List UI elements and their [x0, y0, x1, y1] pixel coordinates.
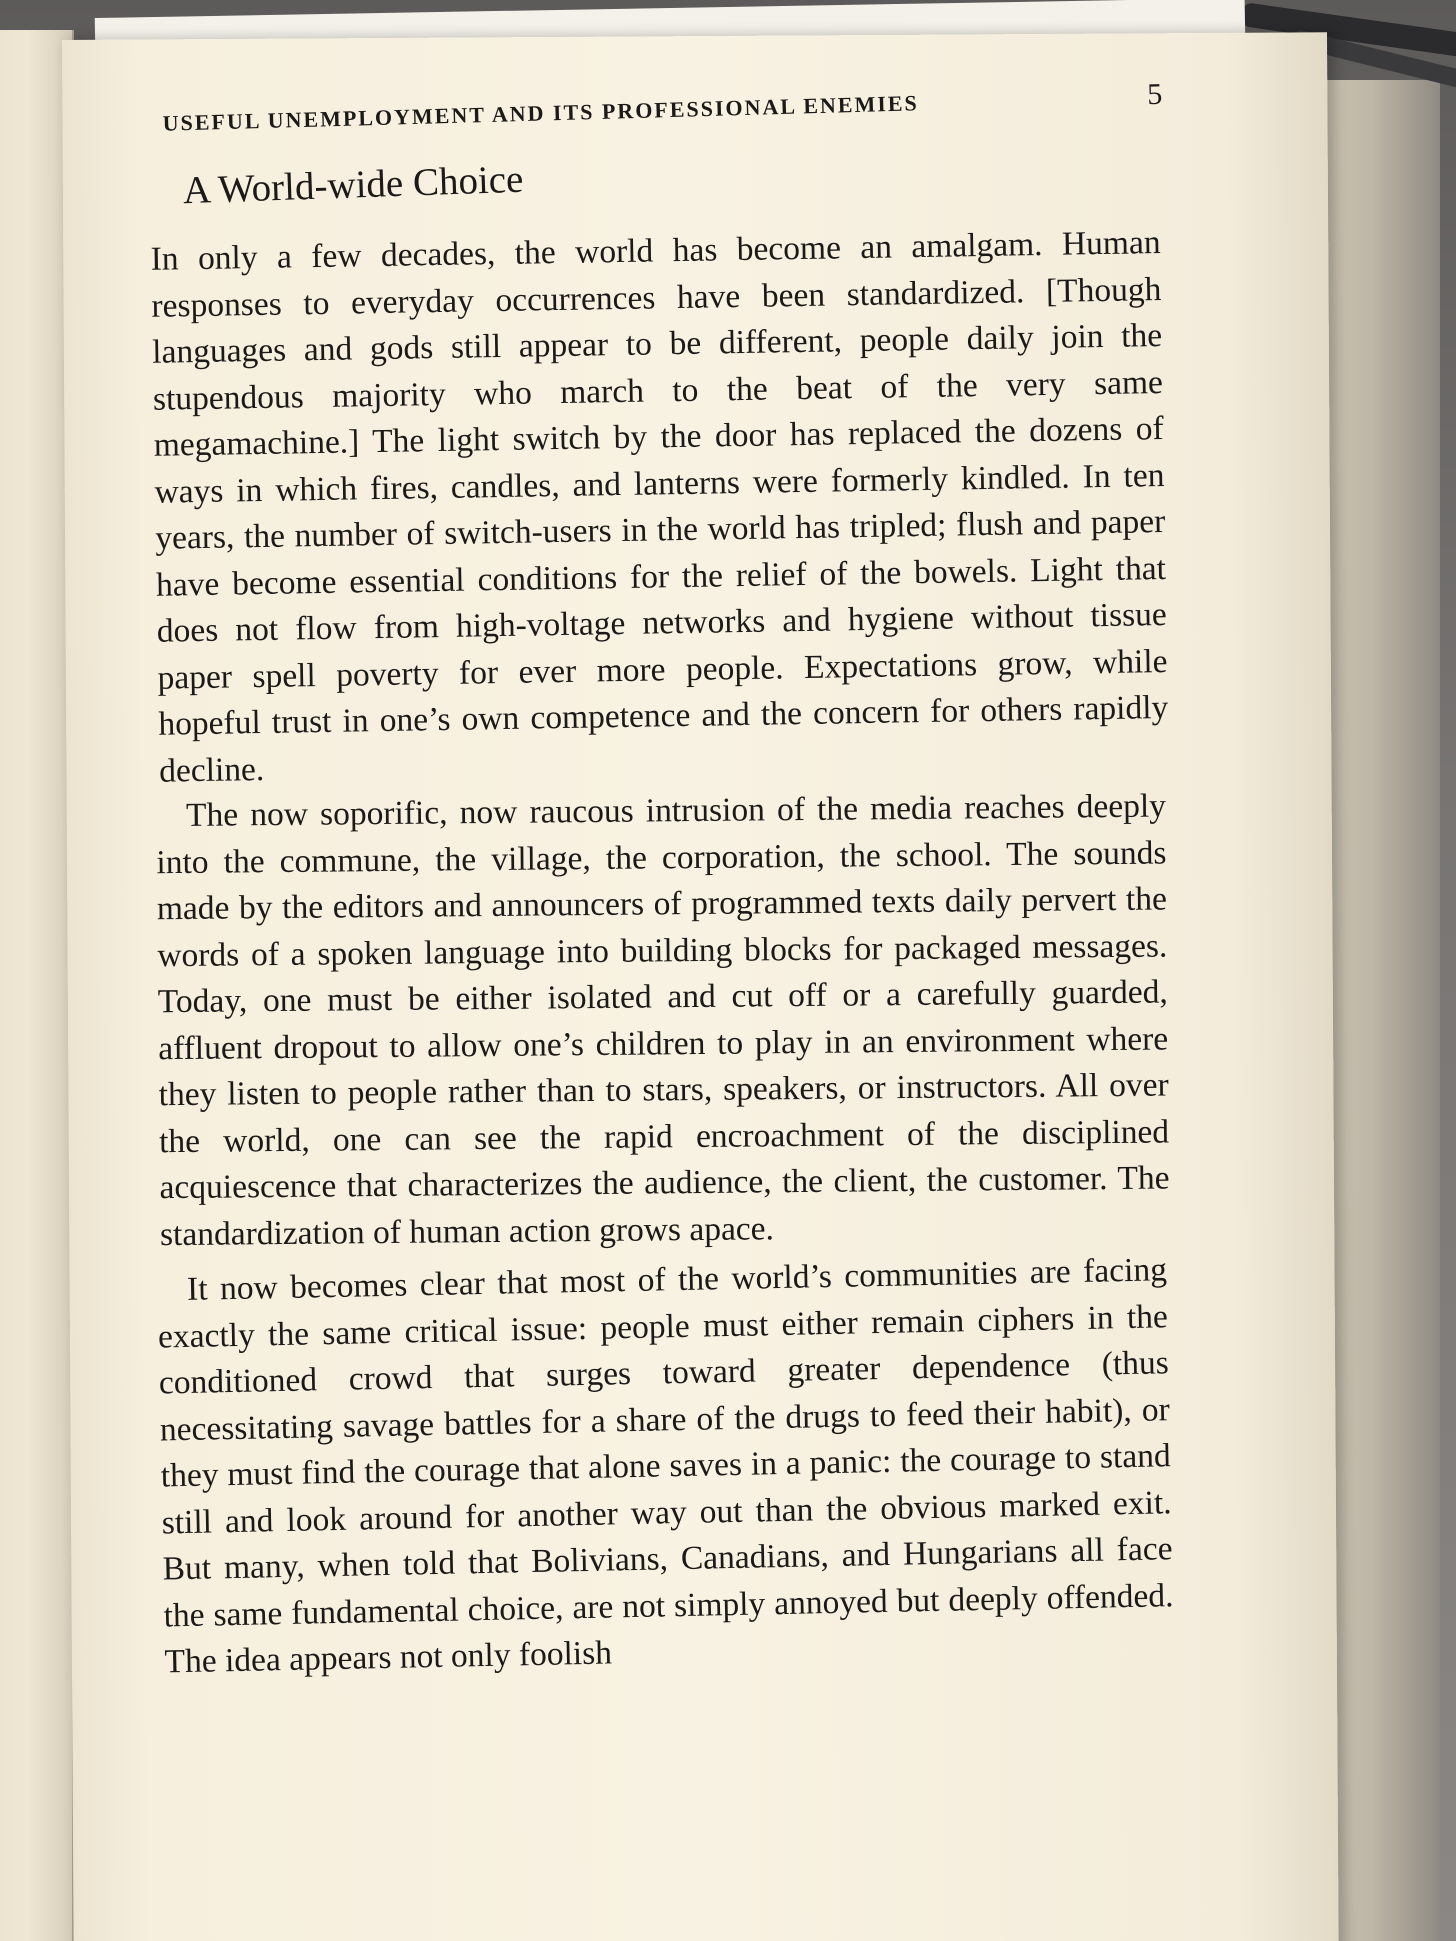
page-number: 5 [1146, 77, 1163, 112]
running-head-title: USEFUL UNEMPLOYMENT AND ITS PROFESSIONAL ENEMIES [162, 90, 920, 136]
book-page [62, 32, 1339, 1941]
paragraph-2: The now soporific, now raucous intrusion of the media reaches deeply into the commune, the village, the corporation, the school. The sounds made by the editors and announcers of programmed texts daily pervert the words of a spoken language into building blocks for packaged messages. Today, one must be either isolated and cut off or a carefully guarded, affluent dropout to allow one’s children to play in an environment where they listen to people rather than to stars, speakers, or instructors. All over the world, one can see the rapid encroachment of the disciplined acquiescence that characterizes the audience, the client, the customer. The standardization of human action grows apace. [156, 787, 1170, 1253]
page-content [150, 77, 1174, 1681]
paragraph-3: It now becomes clear that most of the world’s communities are facing exactly the same critical issue: people must either remain ciphers in the conditioned crowd that surges toward greater dependence (thus necessitating savage battles for a share of the drugs to feed their habit), or they must find the courage that alone saves in a panic: the courage to stand still and look around for another way out than the obvious marked exit. But many, when told that Bolivians, Canadians, and Hungarians all face the same fundamental choice, are not simply annoyed but deeply offended. The idea appears not only foolish [157, 1251, 1174, 1681]
paragraph-1: In only a few decades, the world has become an amalgam. Human responses to everyday occurrences have been standardized. [Though languages and gods still appear to be different, people daily join the stupendous majority who march to the beat of the very same megamachine.] The light switch by the door has replaced the dozens of ways in which fires, candles, and lanterns were formerly kindled. In ten years, the number of switch-users in the world has tripled; flush and paper have become essential conditions for the relief of the bowels. Light that does not flow from high-voltage networks and hygiene without tissue paper spell poverty for ever more people. Expectations grow, while hopeful trust in one’s own competence and the concern for others rapidly decline. [150, 224, 1169, 790]
section-title: A World-wide Choice [182, 157, 525, 213]
running-head [152, 78, 1163, 139]
